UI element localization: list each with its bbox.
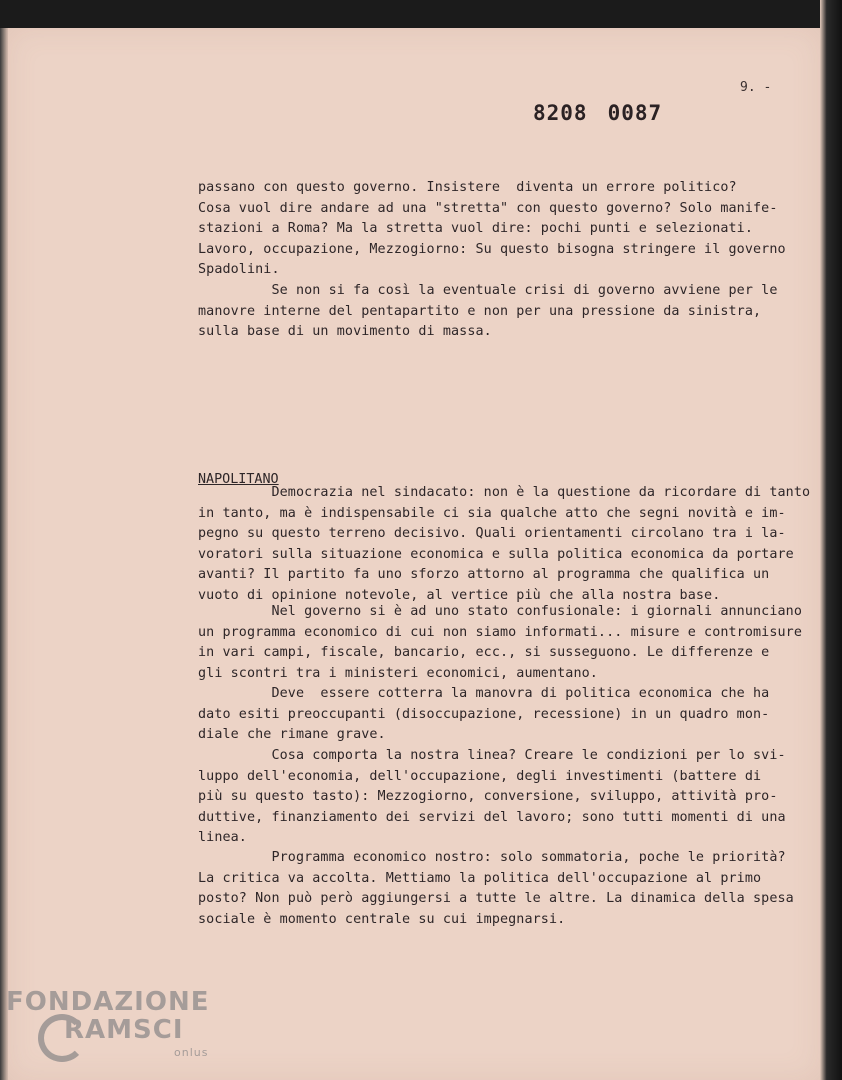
paragraph-2: Se non si fa così la eventuale crisi di governo avviene per le manovre interne del pentapartito e non per una pressione da sinistra, sulla base di un movimento di massa. <box>198 283 778 339</box>
watermark-line1: FONDAZIONE <box>6 987 210 1017</box>
watermark-line2: RAMSCI <box>64 1015 184 1045</box>
paragraph-3: Democrazia nel sindacato: non è la questione da ricordare di tanto in tanto, ma è indispensabile ci sia qualche atto che segni novità e im- pegno su questo terreno decisivo. Quali orientamenti circolano tra i la- voratori sulla situazione economica e sulla politica economica da portare avanti? Il partito fa uno sforzo attorno al programma che qualifica un vuoto di opinione notevole, al vertice più che alla nostra base. <box>198 485 811 603</box>
watermark-onlus: onlus <box>174 1046 209 1059</box>
document-page <box>8 28 820 1080</box>
page-number: 9. - <box>740 80 772 95</box>
paragraph-6: Cosa comporta la nostra linea? Creare le condizioni per lo svi- luppo dell'economia, dell'occupazione, degli investimenti (battere di più su questo tasto): Mezzogiorno, conversione, sviluppo, attività pro- duttive, finanziamento dei servizi del lavoro; sono tutti momenti di una linea. <box>198 748 786 845</box>
fondazione-gramsci-watermark <box>6 987 210 1059</box>
document-code <box>533 101 682 125</box>
watermark-g-logo-icon <box>38 1014 86 1062</box>
paragraph-4: Nel governo si è ad uno stato confusionale: i giornali annunciano un programma economico di cui non siamo informati... misure e contromisure in vari campi, fiscale, bancario, ecc., si susseguono. Le differenze e gli scontri tra i ministeri economici, aumentano. <box>198 604 802 681</box>
section-heading-napolitano: NAPOLITANO <box>198 472 279 487</box>
paragraph-1: passano con questo governo. Insistere diventa un errore politico? Cosa vuol dire andare ad una "stretta" con questo governo? Solo manife- stazioni a Roma? Ma la stretta vuol dire: pochi punti e selezionati. Lavoro, occupazione, Mezzogiorno: Su questo bisogna stringere il governo Spadolini. <box>198 180 786 277</box>
binder-spine <box>820 0 842 1080</box>
paragraph-5: Deve essere cotterra la manovra di politica economica che ha dato esiti preoccupanti (disoccupazione, recessione) in un quadro mon- diale che rimane grave. <box>198 686 770 742</box>
document-code-part1: 8208 <box>533 101 588 125</box>
paragraph-7: Programma economico nostro: solo sommatoria, poche le priorità? La critica va accolta. Mettiamo la politica dell'occupazione al primo posto? Non può però aggiungersi a tutte le altre. La dinamica della spesa sociale è momento centrale su cui impegnarsi. <box>198 850 794 927</box>
document-code-part2: 0087 <box>607 101 663 125</box>
